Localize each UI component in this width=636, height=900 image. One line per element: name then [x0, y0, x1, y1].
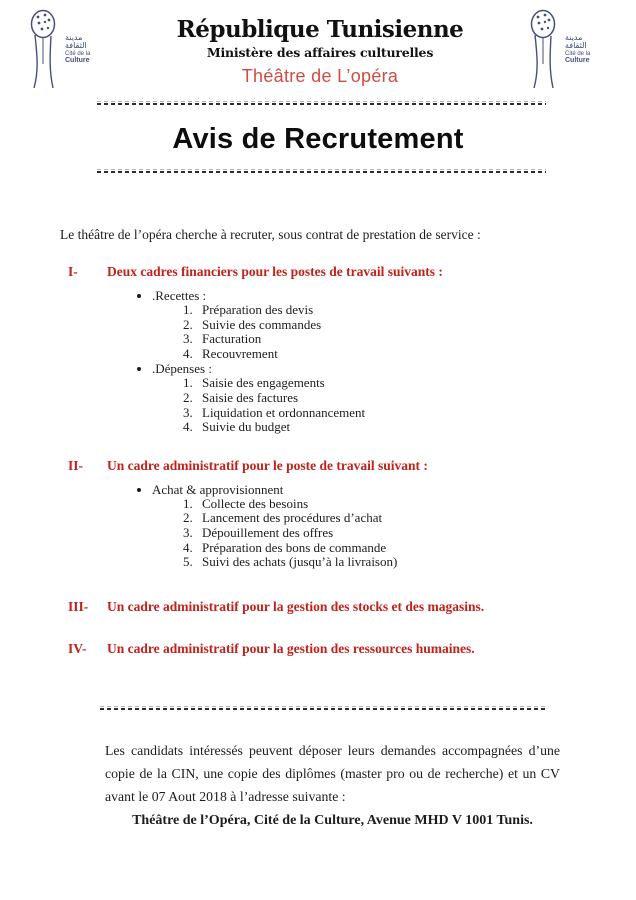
logo-caption-line2: Culture: [565, 57, 590, 65]
logo-caption: [65, 34, 90, 64]
document-header: [0, 0, 636, 90]
logo-arabic-line1: مدينة: [565, 33, 583, 42]
logo-arabic-line2: الثقافة: [565, 41, 587, 51]
footer-block: [60, 739, 576, 829]
ministry-title: Ministère des affaires culturelles: [206, 45, 434, 60]
list-item: 1. Préparation des devis: [196, 303, 576, 318]
section-heading: [60, 458, 576, 474]
intro-paragraph: Le théâtre de l’opéra cherche à recruter, sous contrat de prestation de service :: [60, 227, 481, 242]
dashed-divider: [97, 169, 546, 174]
dashed-divider: [97, 101, 546, 106]
logo-caption-line2: Culture: [65, 57, 90, 65]
list-item: 3. Liquidation et ordonnancement: [196, 406, 576, 421]
logo-right: [526, 8, 614, 90]
section-numeral: I-: [68, 264, 78, 279]
list-item: 4. Recouvrement: [196, 347, 576, 362]
section-heading-text: Deux cadres financiers pour les postes de travail suivants :: [107, 264, 443, 279]
document-body: [0, 227, 636, 829]
theatre-title: Théâtre de L’opéra: [241, 66, 399, 86]
numbered-list: [152, 303, 576, 361]
list-item: 5. Suivi des achats (jusqu’à la livraison): [196, 555, 576, 570]
bullet-label: .Dépenses :: [152, 361, 212, 377]
logo-caption-line1: Cité de la: [565, 50, 591, 57]
list-item: 4. Préparation des bons de commande: [196, 541, 576, 556]
bullet-list: [60, 482, 576, 570]
logo-caption-line1: Cité de la: [65, 50, 91, 57]
list-item: 3. Dépouillement des offres: [196, 526, 576, 541]
section-admin-stocks: [60, 599, 576, 615]
section-admin-achat: [60, 458, 576, 570]
list-item: 4. Suivie du budget: [196, 420, 576, 435]
logo-left: [26, 8, 114, 90]
bullet-group-achat: [152, 482, 576, 570]
bullet-label: .Recettes :: [152, 288, 207, 303]
bullet-group-depenses: [152, 361, 576, 434]
application-instructions: Les candidats intéressés peuvent déposer leurs demandes accompagnées d’une copie de la CIN, une copie des diplômes (master pro ou de recherche) et un CV avant le 07 Aout 2018 à l’adresse suivante :: [105, 742, 560, 804]
bullet-list: [60, 288, 576, 435]
section-heading: [60, 599, 576, 615]
header-titles: [114, 8, 526, 87]
numbered-list: [152, 497, 576, 570]
section-finance: [60, 264, 576, 435]
list-item: 1. Collecte des besoins: [196, 497, 576, 512]
section-heading: [60, 641, 576, 657]
numbered-list: [152, 376, 576, 434]
section-heading: [60, 264, 576, 280]
logo-arabic-line1: مدينة: [65, 33, 83, 42]
section-admin-rh: [60, 641, 576, 657]
logo-arabic-line2: الثقافة: [65, 41, 87, 51]
section-heading-text: Un cadre administratif pour la gestion des stocks et des magasins.: [107, 598, 485, 614]
page-title: Avis de Recrutement: [172, 123, 464, 155]
list-item: 1. Saisie des engagements: [196, 376, 576, 391]
dashed-divider: [100, 706, 546, 711]
bullet-group-recettes: [152, 288, 576, 361]
list-item: 2. Saisie des factures: [196, 391, 576, 406]
section-heading-text: Un cadre administratif pour la gestion des ressources humaines.: [107, 640, 475, 656]
bullet-label: Achat & approvisionnent: [152, 481, 284, 497]
country-title: République Tunisienne: [176, 16, 464, 43]
logo-caption: [565, 34, 590, 64]
section-numeral: IV-: [68, 640, 87, 656]
list-item: 2. Suivie des commandes: [196, 318, 576, 333]
list-item: 3. Facturation: [196, 332, 576, 347]
list-item: 2. Lancement des procédures d’achat: [196, 511, 576, 526]
submission-address: Théâtre de l’Opéra, Cité de la Culture, Avenue MHD V 1001 Tunis.: [132, 812, 533, 828]
section-heading-text: Un cadre administratif pour le poste de travail suivant :: [107, 457, 428, 473]
cite-culture-tower-icon: [26, 8, 62, 90]
section-numeral: III-: [68, 598, 89, 614]
section-numeral: II-: [68, 457, 84, 473]
cite-culture-tower-icon: [526, 8, 562, 90]
